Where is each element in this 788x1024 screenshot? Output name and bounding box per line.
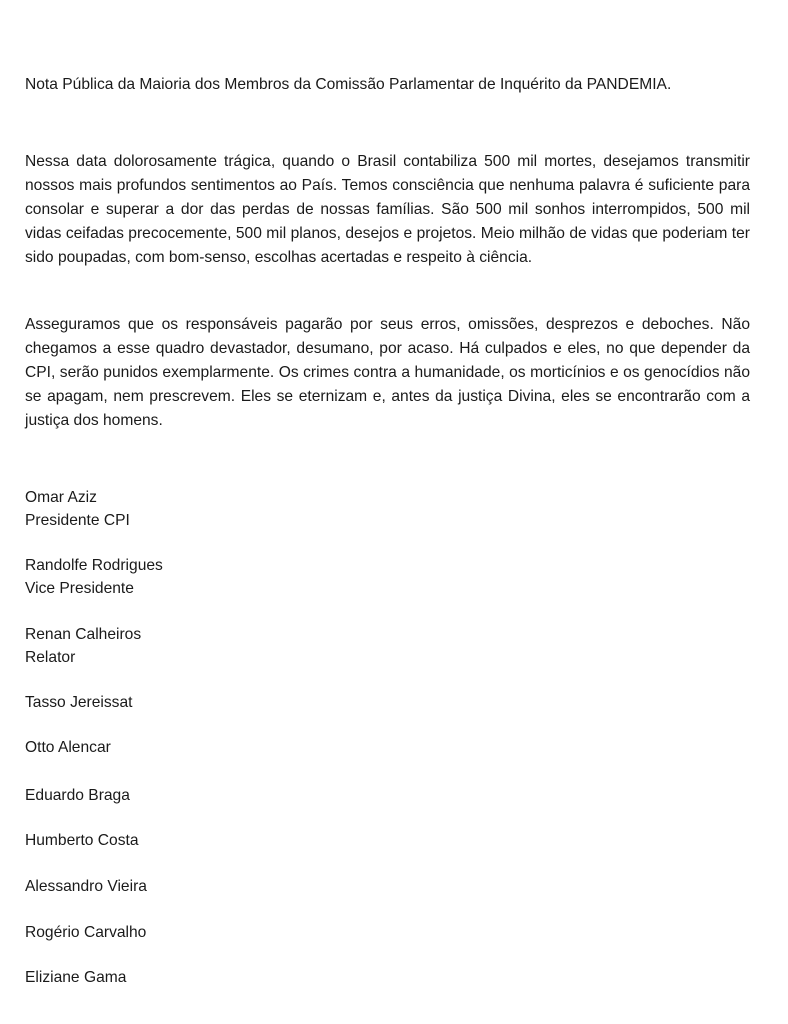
document-title: Nota Pública da Maioria dos Membros da Comissão Parlamentar de Inquérito da PANDEMIA. — [25, 76, 672, 93]
signatory-4 — [25, 692, 132, 715]
signatory-name: Randolfe Rodrigues — [25, 557, 163, 574]
signatory-name: Eduardo Braga — [25, 787, 130, 804]
signatory-2 — [25, 555, 163, 600]
signatory-name: Tasso Jereissat — [25, 694, 133, 711]
signatory-5 — [25, 737, 111, 760]
signatory-name: Humberto Costa — [25, 832, 139, 849]
signatory-9 — [25, 922, 146, 945]
signatory-name: Omar Aziz — [25, 489, 97, 506]
signatory-1 — [25, 487, 130, 532]
signatory-name: Otto Alencar — [25, 739, 111, 756]
paragraph-2: Asseguramos que os responsáveis pagarão por seus erros, omissões, desprezos e deboches. Não chegamos a esse quadro devastador, desumano, por acaso. Há culpados e eles, no que depender da CPI, serão punidos exemplarmente. Os crimes contra a humanidade, os morticínios e os genocídios não se apagam, nem prescrevem. Eles se eternizam e, antes da justiça Divina, eles se encontrarão com a justiça dos homens. — [25, 316, 750, 429]
signatory-6 — [25, 785, 130, 808]
signatory-name: Eliziane Gama — [25, 969, 127, 986]
signatory-role: Vice Presidente — [25, 579, 134, 597]
paragraph-1: Nessa data dolorosamente trágica, quando o Brasil contabiliza 500 mil mortes, desejamos transmitir nossos mais profundos sentimentos ao País. Temos consciência que nenhuma palavra é suficiente para consolar e superar a dor das perdas de nossas famílias. São 500 mil sonhos interrompidos, 500 mil vidas ceifadas precocemente, 500 mil planos, desejos e projetos. Meio milhão de vidas que poderiam ter sido poupadas, com bom-senso, escolhas acertadas e respeito à ciência. — [25, 153, 750, 266]
signatory-8 — [25, 876, 147, 899]
signatory-name: Renan Calheiros — [25, 626, 142, 643]
signatory-name: Rogério Carvalho — [25, 924, 147, 941]
signatory-10 — [25, 967, 126, 990]
signatory-role: Relator — [25, 648, 76, 666]
signatory-3 — [25, 624, 141, 669]
signatory-7 — [25, 830, 139, 853]
signatory-name: Alessandro Vieira — [25, 878, 147, 895]
signatory-role: Presidente CPI — [25, 511, 130, 529]
